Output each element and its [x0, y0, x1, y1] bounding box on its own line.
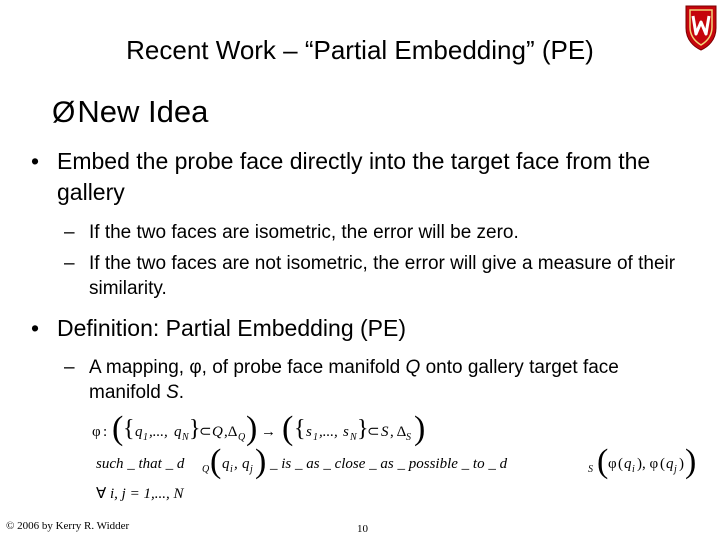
eq-dq-sub: Q [202, 464, 210, 475]
eq-paren2-open: ( [597, 443, 609, 480]
eq-comma-phi: ), φ [637, 456, 659, 472]
eq-set2-close: } [357, 416, 369, 442]
eq-paren-inner-open: ( [618, 456, 623, 472]
eq-brace-close: ) [246, 410, 258, 447]
eq-comma: , [234, 456, 238, 472]
eq-dots1: ,..., [149, 424, 168, 440]
eq-subset: ⊂ [199, 424, 212, 440]
bullet-text: Embed the probe face directly into the target face from the gallery [57, 148, 651, 205]
eq-phi1: φ [608, 456, 617, 472]
eq-delta-q: ,Δ [224, 424, 238, 440]
sub-bullet-mapping [64, 355, 689, 405]
eq-paren2-close: ) [685, 443, 697, 480]
eq-qN: q [174, 424, 182, 440]
eq-qi: q [222, 456, 230, 472]
sub-bullet-text: If the two faces are isometric, the error will be zero. [89, 222, 519, 243]
eq-S: S [381, 424, 389, 440]
eq-qj2: q [666, 456, 674, 472]
eq-ds-sub: S [588, 464, 593, 475]
sub-bullet-text-c: . [178, 382, 185, 403]
eq-s1-sub: 1 [313, 432, 318, 443]
eq-delta-q-sub: Q [238, 432, 246, 443]
sub-bullet-text: If the two faces are not isometric, the error will give a measure of their similarity. [89, 253, 676, 299]
eq-delta-s-sub: S [406, 432, 411, 443]
eq-set-close: } [189, 416, 201, 442]
eq-qi-sub: i [230, 464, 233, 475]
sub-bullet-not-isometric [64, 251, 689, 301]
university-crest-logo [683, 2, 719, 52]
pe-equation [92, 408, 697, 508]
eq-forall: ∀ [96, 486, 107, 502]
bullet-dot-icon: • [31, 148, 40, 174]
eq-dots2: ,..., [319, 424, 338, 440]
eq-qi2-sub: i [632, 464, 635, 475]
eq-Q: Q [212, 424, 223, 440]
eq-qN-sub: N [182, 432, 189, 443]
eq-indices: i, j = 1,..., N [110, 486, 184, 502]
bullet-definition [31, 313, 697, 344]
eq-brace-open: ( [112, 410, 124, 447]
eq-qj-sub: j [250, 464, 253, 475]
eq-qi2: q [624, 456, 632, 472]
dash-icon: – [64, 222, 75, 243]
sub-bullet-text-b: onto gallery target face manifold [89, 357, 619, 403]
bullet-embed [31, 146, 697, 208]
footer-copyright: © 2006 by Kerry R. Widder [6, 520, 130, 532]
eq-delta-s: , Δ [390, 424, 407, 440]
footer-page-number: 10 [357, 523, 368, 535]
heading-new-idea [52, 92, 208, 133]
eq-such-that: such _ that _ d [96, 456, 185, 472]
bullet-dot-icon: • [31, 315, 40, 341]
eq-qj: q [242, 456, 250, 472]
sub-bullet-isometric [64, 220, 689, 245]
arrow-bullet-icon: Ø [52, 96, 76, 129]
eq-subset2: ⊂ [367, 424, 380, 440]
eq-qj2-sub: j [674, 464, 677, 475]
eq-colon: : [103, 424, 108, 440]
eq-q1-sub: 1 [143, 432, 148, 443]
slide-title: Recent Work – “Partial Embedding” (PE) [126, 35, 594, 65]
eq-s1: s [306, 424, 312, 440]
eq-paren1-open: ( [210, 443, 222, 480]
eq-brace2-close: ) [414, 410, 426, 447]
heading-text: New Idea [77, 94, 209, 129]
eq-set2-open: { [294, 416, 306, 442]
dash-icon: – [64, 253, 75, 274]
eq-close-as-possible: _ is _ as _ close _ as _ possible _ to _ d [270, 456, 508, 472]
eq-sN: s [343, 424, 349, 440]
bullet-text: Definition: Partial Embedding (PE) [57, 315, 406, 341]
eq-sN-sub: N [350, 432, 357, 443]
eq-paren-inner2-open: ( [660, 456, 665, 472]
eq-q1: q [135, 424, 143, 440]
sub-bullet-text-a: A mapping, φ, of probe face manifold [89, 357, 406, 378]
eq-paren1-close: ) [255, 443, 267, 480]
eq-arrow: → [261, 424, 276, 440]
eq-paren-inner2-close: ) [679, 456, 684, 472]
dash-icon: – [64, 357, 75, 378]
eq-set-open: { [123, 416, 135, 442]
manifold-s: S [166, 382, 179, 403]
manifold-q: Q [405, 357, 421, 378]
eq-phi: φ [92, 424, 101, 440]
eq-brace2-open: ( [282, 410, 294, 447]
